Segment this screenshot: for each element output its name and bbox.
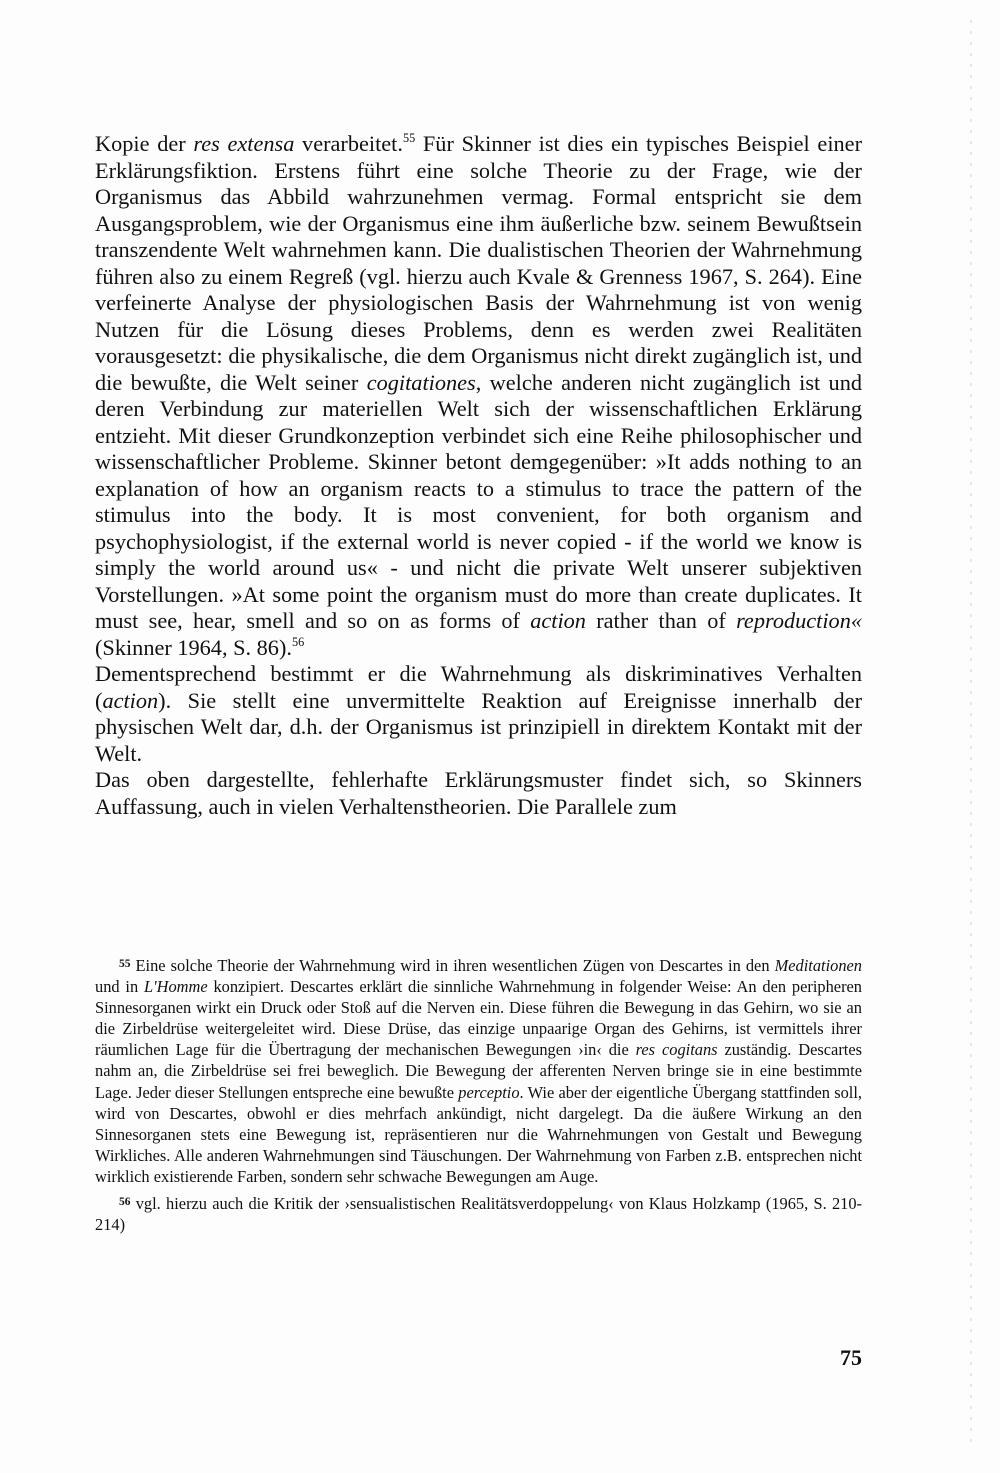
text-run: , welche anderen nicht zugänglich ist und deren Verbindung zur materiellen Welt sich der wissenschaftlichen Erklärung entzieht. Mit dieser Grundkonzeption verbindet sich eine Reihe philosophischer und wissenschaftlicher Probleme. Skinner betont demgegenüber: »It adds nothing to an explanation of how an organism reacts to a stimulus to trace the pattern of the stimulus into the body. It is most convenient, for both organism and psychophysiologist, if the external world is never copied - if the world we know is simply the world around us« - und nicht die private Welt unserer subjektiven Vorstellungen. »At some point the organism must do more than create duplicates. It must see, hear, smell and so on as forms of xyxy=(95,369,862,633)
footnote-ref-56: 56 xyxy=(291,634,305,649)
text-run: Eine solche Theorie der Wahrnehmung wird in ihren wesentlichen Zügen von Descartes in den xyxy=(130,956,775,975)
footnotes xyxy=(95,955,862,1235)
italic-run: Meditationen xyxy=(774,956,862,975)
text-run: Dementsprechend bestimmt er die Wahrnehmung als diskriminatives Verhalten ( xyxy=(95,661,862,713)
italic-run: reproduction« xyxy=(736,608,862,633)
main-text xyxy=(95,131,862,820)
italic-run: res extensa xyxy=(193,131,295,156)
text-run: ). Sie stellt eine unvermittelte Reaktion auf Ereignisse innerhalb der physischen Welt dar, d.h. der Organismus ist prinzipiell in direktem Kontakt mit der Welt. xyxy=(95,687,862,766)
text-run: (Skinner 1964, S. 86). xyxy=(95,634,292,660)
paragraph-3: Das oben dargestellte, fehlerhafte Erklärungsmuster findet sich, so Skinners Auffassung, auch in vielen Verhaltenstheorien. Die Parallele zum xyxy=(95,767,862,819)
text-run: Für Skinner ist dies ein typisches Beispiel einer Erklärungsfiktion. Erstens führt eine solche Theorie zu der Frage, wie der Organismus das Abbild wahrzunehmen vermag. Formal entspricht sie dem Ausgangsproblem, wie der Organismus eine ihm äußerliche bzw. seinem Bewußtsein transzendente Welt wahrnehmen kann. Die dualistischen Theorien der Wahrnehmung führen also zu einem Regreß (vgl. hierzu auch Kvale & Grenness 1967, S. 264). Eine verfeinerte Analyse der physiologischen Basis der Wahrnehmung ist von wenig Nutzen für die Lösung dieses Problems, denn es werden zwei Realitäten vorausgesetzt: die physikalische, die dem Organismus nicht direkt zugänglich ist, und die bewußte, die Welt seiner xyxy=(95,131,862,395)
italic-run: perceptio xyxy=(458,1082,520,1102)
page-number: 75 xyxy=(840,1345,862,1370)
italic-run: res cogitans xyxy=(635,1040,718,1060)
scan-edge-artifact xyxy=(970,20,972,1450)
text-run: verarbeitet. xyxy=(294,131,403,156)
footnote-mark: 55 xyxy=(119,957,131,970)
footnote-mark: 56 xyxy=(119,1196,131,1209)
footnote-56 xyxy=(95,1193,862,1235)
italic-run: action xyxy=(102,687,159,713)
paragraph-2 xyxy=(95,661,862,767)
text-run: vgl. hierzu auch die Kritik der ›sensualistischen Realitätsverdoppelung‹ von Klaus Holzkamp (1965, S. 210-214) xyxy=(95,1194,862,1235)
text-run: zuständig. Descartes nahm an, die Zirbeldrüse sei frei beweglich. Die Bewegung der afferenten Nerven bringe sie in eine bestimmte Lage. Jeder dieser Stellungen entspreche eine bewußte xyxy=(95,1040,862,1102)
text-run: . Wie aber der eigentliche Übergang stattfinden soll, wird von Descartes, obwohl er dies mehrfach ankündigt, nicht dargelegt. Da die äußere Wirkung an den Sinnesorganen stets eine Bewegung ist, repräsentieren nur die Wahrnehmungen von Gestalt und Bewegung Wirkliches. Alle anderen Wahrnehmungen sind Täuschungen. Der Wahrnehmung von Farben z.B. entsprechen nicht wirklich existierende Farben, sondern sehr schwache Bewegungen am Auge. xyxy=(95,1082,862,1186)
text-run: rather than of xyxy=(585,608,737,633)
text-run: und in xyxy=(95,977,145,997)
footnote-55 xyxy=(95,955,862,1187)
italic-run: cogitationes xyxy=(366,369,476,395)
text-run: Kopie der xyxy=(95,131,194,156)
italic-run: action xyxy=(530,608,586,633)
footnote-ref-55: 55 xyxy=(402,130,416,145)
italic-run: L'Homme xyxy=(144,977,208,997)
text-run: konzipiert. Descartes erklärt die sinnliche Wahrnehmung in folgender Weise: An den peripheren Sinnesorganen wirkt ein Druck oder Stoß auf die Nerven ein. Diese führen die Bewegung in das Gehirn, wo sie an die Zirbeldrüse weitergeleitet wird. Diese Drüse, das einzige unpaarige Organ des Gehirns, ist vermittels ihrer räumlichen Lage für die Übertragung der mechanischen Bewegungen ›in‹ die xyxy=(95,977,862,1060)
paragraph-1 xyxy=(95,131,862,661)
